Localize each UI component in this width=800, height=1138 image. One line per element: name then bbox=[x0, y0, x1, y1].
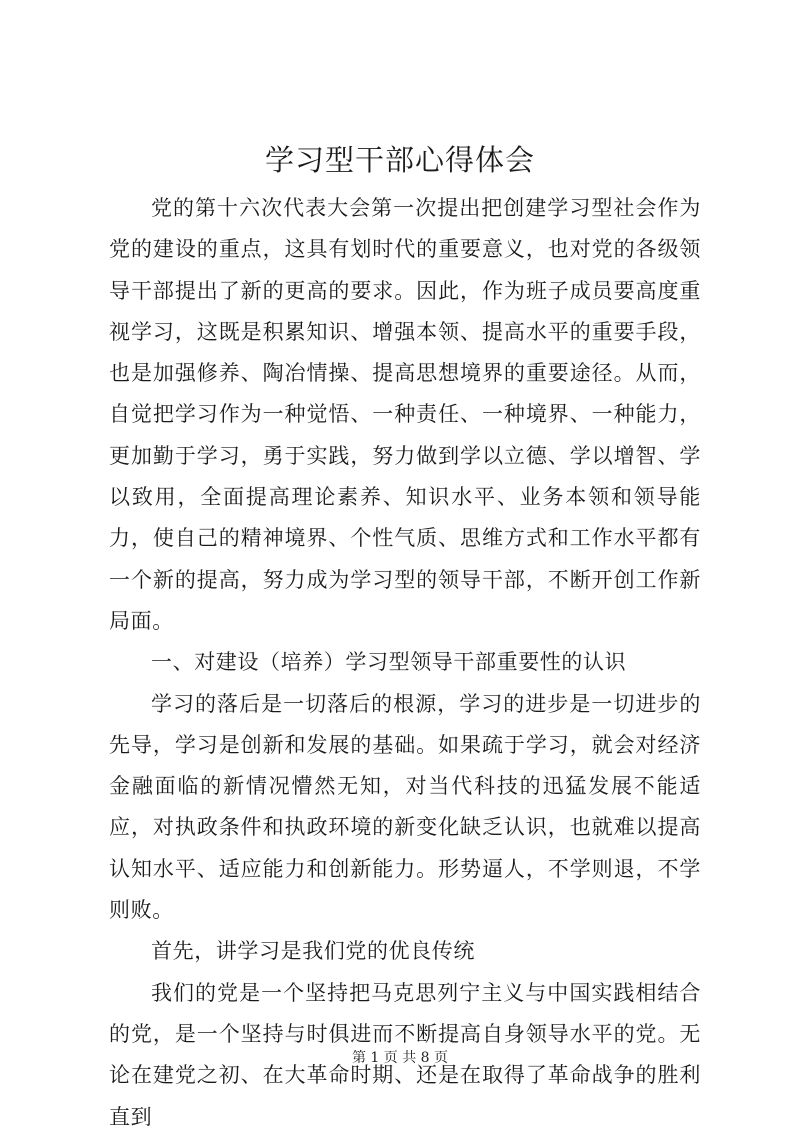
document-title: 学习型干部心得体会 bbox=[264, 143, 535, 177]
page-footer: 第 1 页 共 8 页 bbox=[351, 1050, 449, 1066]
paragraph-importance: 学习的落后是一切落后的根源，学习的进步是一切进步的先导，学习是创新和发展的基础。如果疏于学习，就会对经济金融面临的新情况懵然无知，对当代科技的迅猛发展不能适应，对执政条件和执政环境的新变化缺乏认识，也就难以提高认知水平、适应能力和创新能力。形势逼人，不学则退，不学则败。 bbox=[109, 691, 701, 923]
paragraph-tradition: 我们的党是一个坚持把马克思列宁主义与中国实践相结合的党，是一个坚持与时俱进而不断提高自身领导水平的党。无论在建党之初、在大革命时期、还是在取得了革命战争的胜利直到 bbox=[109, 980, 701, 1129]
section-heading-importance: 一、对建设（培养）学习型领导干部重要性的认识 bbox=[151, 650, 627, 675]
subheading-tradition: 首先，讲学习是我们党的优良传统 bbox=[151, 939, 475, 964]
document-body bbox=[109, 188, 701, 1138]
paragraph-intro: 党的第十六次代表大会第一次提出把创建学习型社会作为党的建设的重点，这具有划时代的重要意义，也对党的各级领导干部提出了新的更高的要求。因此，作为班子成员要高度重视学习，这既是积累知识、增强本领、提高水平的重要手段，也是加强修养、陶冶情操、提高思想境界的重要途径。从而，自觉把学习作为一种觉悟、一种责任、一种境界、一种能力，更加勤于学习，勇于实践，努力做到学以立德、学以增智、学以致用，全面提高理论素养、知识水平、业务本领和领导能力，使自己的精神境界、个性气质、思维方式和工作水平都有一个新的提高，努力成为学习型的领导干部，不断开创工作新局面。 bbox=[109, 196, 701, 633]
